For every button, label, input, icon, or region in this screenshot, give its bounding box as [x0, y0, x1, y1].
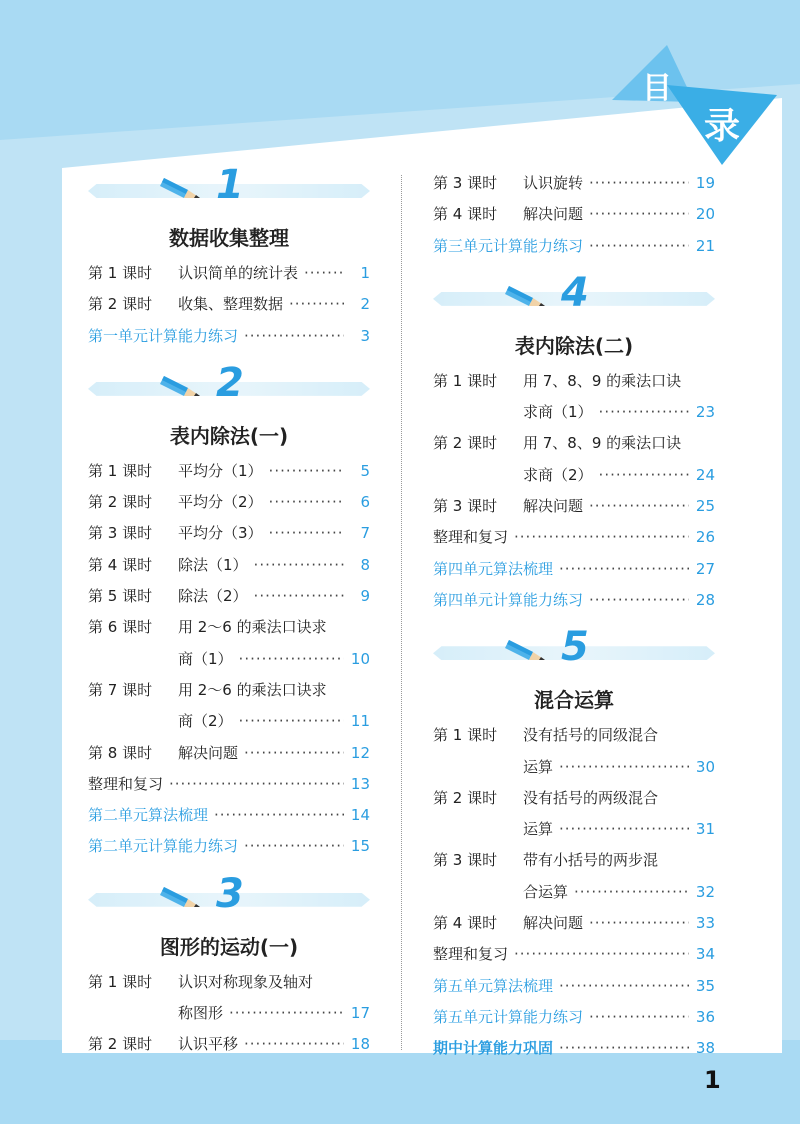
lesson-label: 第 4 课时: [433, 914, 498, 933]
entry-page: 3: [360, 326, 370, 345]
unit-header: [88, 359, 370, 414]
dot-leader: [589, 1002, 689, 1033]
dot-leader: [514, 522, 689, 553]
entry-page: 12: [350, 743, 370, 762]
toc-entry[interactable]: [88, 289, 370, 320]
entry-title: 带有小括号的两步混: [523, 851, 659, 870]
toc-entry[interactable]: [88, 550, 370, 581]
entry-title: 解决问题: [178, 743, 239, 762]
dot-leader: [244, 1029, 344, 1060]
toc-entry[interactable]: [88, 487, 370, 518]
entry-title: 整理和复习: [433, 945, 509, 964]
dot-leader: [589, 585, 689, 616]
toc-entry[interactable]: [433, 168, 715, 199]
entry-title-continued: 运算: [523, 820, 554, 839]
entry-page: 7: [360, 524, 370, 543]
entry-title: 第五单元计算能力练习: [433, 1007, 584, 1026]
toc-entry[interactable]: [433, 199, 715, 230]
lesson-label: 第 7 课时: [88, 680, 153, 699]
toc-entry[interactable]: [433, 231, 715, 262]
entry-title: 除法（2）: [178, 587, 248, 606]
lesson-label: 第 3 课时: [433, 174, 498, 192]
toc-entry-continued: [433, 397, 715, 428]
entry-title: 解决问题: [523, 205, 584, 224]
toc-entry[interactable]: [88, 769, 370, 800]
entry-page: 18: [350, 1035, 370, 1054]
unit-number: 2: [216, 359, 244, 406]
entry-page: 27: [695, 559, 715, 578]
toc-entry[interactable]: [88, 258, 370, 289]
dot-leader: [169, 769, 344, 800]
entry-title: 第一单元计算能力练习: [88, 326, 239, 345]
unit-title: 混合运算: [534, 688, 614, 713]
entry-title: 没有括号的同级混合: [523, 726, 659, 745]
toc-entry[interactable]: [433, 971, 715, 1002]
dot-leader: [254, 550, 344, 581]
pencil-icon: [505, 632, 547, 664]
pencil-icon: [160, 879, 202, 911]
dot-leader: [589, 908, 689, 939]
toc-entry-continued: [433, 814, 715, 845]
unit-title: 表内除法(二): [514, 333, 634, 358]
entry-page: 38: [695, 1039, 715, 1058]
dot-leader: [244, 321, 344, 352]
toc-entry[interactable]: [88, 1029, 370, 1060]
toc-entry[interactable]: [433, 491, 715, 522]
dot-leader: [289, 289, 344, 320]
entry-page: 6: [360, 493, 370, 512]
entry-title-continued: 求商（1）: [523, 403, 593, 422]
toc-entry[interactable]: [433, 522, 715, 553]
dot-leader: [254, 581, 344, 612]
entry-title: 第四单元算法梳理: [433, 559, 554, 578]
entry-title-continued: 称图形: [178, 1004, 224, 1023]
entry-page: 26: [695, 528, 715, 547]
toc-entry[interactable]: [433, 554, 715, 585]
dot-leader: [589, 168, 689, 199]
entry-page: 19: [695, 174, 715, 192]
entry-title-continued: 商（2）: [178, 712, 233, 731]
entry-page: 36: [695, 1007, 715, 1026]
lesson-label: 第 4 课时: [433, 205, 498, 224]
dot-leader: [559, 752, 689, 783]
entry-page: 21: [695, 236, 715, 255]
toc-entry[interactable]: [88, 831, 370, 862]
toc-entry[interactable]: [433, 845, 715, 876]
entry-title: 收集、整理数据: [178, 295, 284, 314]
entry-page: 11: [350, 712, 370, 731]
unit-title: 图形的运动(一): [159, 934, 299, 959]
dot-leader: [269, 487, 344, 518]
dot-leader: [214, 800, 344, 831]
entry-title-continued: 运算: [523, 757, 554, 776]
dot-leader: [599, 460, 689, 491]
mulu-char-2: 录: [704, 106, 741, 147]
entry-page: 8: [360, 555, 370, 574]
unit-title: 数据收集整理: [169, 226, 289, 250]
dot-leader: [574, 877, 689, 908]
lesson-label: 第 4 课时: [88, 555, 153, 574]
dot-leader: [229, 998, 344, 1029]
entry-title: 除法（1）: [178, 555, 248, 574]
dot-leader: [589, 199, 689, 230]
entry-title: 第四单元计算能力练习: [433, 590, 584, 609]
entry-title: 认识简单的统计表: [178, 264, 299, 282]
dot-leader: [559, 971, 689, 1002]
toc-entry[interactable]: [433, 585, 715, 616]
entry-page: 32: [695, 882, 715, 901]
entry-page: 31: [695, 820, 715, 839]
entry-page: 28: [695, 590, 715, 609]
dot-leader: [239, 644, 344, 675]
toc-entry[interactable]: [433, 366, 715, 397]
toc-entry[interactable]: [88, 581, 370, 612]
entry-page: 2: [360, 295, 370, 314]
entry-title: 用 2～6 的乘法口诀求: [178, 680, 327, 699]
lesson-label: 第 2 课时: [433, 434, 498, 453]
entry-title: 第五单元算法梳理: [433, 976, 554, 995]
toc-entry[interactable]: [88, 675, 370, 706]
dot-leader: [244, 738, 344, 769]
entry-title: 用 7、8、9 的乘法口诀: [523, 371, 682, 390]
column-divider: [401, 175, 402, 1050]
toc-entry[interactable]: [88, 612, 370, 643]
toc-entry[interactable]: [88, 967, 370, 998]
entry-title: 认识旋转: [523, 174, 584, 192]
entry-title: 用 7、8、9 的乘法口诀: [523, 434, 682, 453]
toc-right-column: [433, 168, 715, 1065]
toc-entry[interactable]: [88, 738, 370, 769]
mulu-char-1: 目: [642, 71, 672, 106]
unit-header: [88, 162, 370, 216]
entry-page: 30: [695, 757, 715, 776]
entry-title: 认识平移: [178, 1035, 239, 1054]
lesson-label: 第 1 课时: [433, 726, 498, 745]
unit-header: [433, 269, 715, 324]
toc-entry-continued: [433, 752, 715, 783]
dot-leader: [559, 814, 689, 845]
unit-header: [88, 870, 370, 925]
pencil-icon: [160, 170, 202, 202]
lesson-label: 第 2 课时: [88, 1035, 153, 1054]
unit-number: 1: [216, 162, 244, 208]
entry-title-continued: 商（1）: [178, 649, 233, 668]
toc-entry[interactable]: [88, 321, 370, 352]
entry-page: 13: [350, 774, 370, 793]
lesson-label: 第 1 课时: [433, 371, 498, 390]
toc-entry[interactable]: [433, 908, 715, 939]
entry-title-continued: 求商（2）: [523, 465, 593, 484]
entry-page: 35: [695, 976, 715, 995]
dot-leader: [269, 518, 344, 549]
lesson-label: 第 2 课时: [88, 493, 153, 512]
unit-title: 表内除法(一): [169, 423, 289, 448]
entry-page: 1: [360, 264, 370, 282]
entry-title: 整理和复习: [88, 774, 164, 793]
lesson-label: 第 3 课时: [88, 524, 153, 543]
entry-page: 23: [695, 403, 715, 422]
entry-title: 解决问题: [523, 914, 584, 933]
page-number: 1: [704, 1066, 721, 1094]
dot-leader: [244, 831, 344, 862]
entry-title: 第二单元算法梳理: [88, 806, 209, 825]
toc-entry[interactable]: [433, 783, 715, 814]
entry-page: 34: [695, 945, 715, 964]
lesson-label: 第 3 课时: [433, 851, 498, 870]
toc-entry[interactable]: [433, 1033, 715, 1064]
mulu-badge: [612, 40, 782, 170]
toc-left-column: [88, 162, 370, 1061]
dot-leader: [589, 491, 689, 522]
toc-entry[interactable]: [88, 518, 370, 549]
pencil-icon: [160, 368, 202, 400]
toc-entry[interactable]: [433, 720, 715, 751]
dot-leader: [589, 231, 689, 262]
entry-title: 没有括号的两级混合: [523, 788, 659, 807]
lesson-label: 第 1 课时: [88, 264, 153, 282]
lesson-label: 第 5 课时: [88, 587, 153, 606]
unit-number: 5: [561, 624, 589, 671]
lesson-label: 第 8 课时: [88, 743, 153, 762]
entry-page: 15: [350, 837, 370, 856]
toc-entry-continued: [88, 706, 370, 737]
entry-page: 5: [360, 461, 370, 480]
entry-title: 第三单元计算能力练习: [433, 236, 584, 255]
entry-page: 10: [350, 649, 370, 668]
lesson-label: 第 2 课时: [88, 295, 153, 314]
pencil-icon: [505, 278, 547, 310]
unit-number: 4: [561, 269, 589, 316]
toc-entry-continued: [88, 644, 370, 675]
entry-title: 平均分（1）: [178, 461, 263, 480]
dot-leader: [269, 456, 344, 487]
dot-leader: [514, 939, 689, 970]
entry-title: 平均分（3）: [178, 524, 263, 543]
toc-entry-continued: [433, 877, 715, 908]
toc-entry[interactable]: [88, 800, 370, 831]
lesson-label: 第 3 课时: [433, 497, 498, 516]
dot-leader: [304, 258, 344, 289]
lesson-label: 第 6 课时: [88, 618, 153, 637]
entry-page: 25: [695, 497, 715, 516]
entry-title: 用 2～6 的乘法口诀求: [178, 618, 327, 637]
toc-entry-continued: [433, 460, 715, 491]
entry-page: 9: [360, 587, 370, 606]
unit-header: [433, 624, 715, 678]
entry-page: 20: [695, 205, 715, 224]
toc-entry[interactable]: [433, 939, 715, 970]
dot-leader: [559, 554, 689, 585]
toc-entry-continued: [88, 998, 370, 1029]
entry-title: 第二单元计算能力练习: [88, 837, 239, 856]
toc-entry[interactable]: [433, 1002, 715, 1033]
entry-title: 期中计算能力巩固: [433, 1039, 554, 1058]
entry-page: 33: [695, 914, 715, 933]
lesson-label: 第 1 课时: [88, 461, 153, 480]
entry-title: 平均分（2）: [178, 493, 263, 512]
toc-entry[interactable]: [433, 428, 715, 459]
entry-title: 解决问题: [523, 497, 584, 516]
unit-number: 3: [216, 870, 244, 917]
entry-title-continued: 合运算: [523, 882, 569, 901]
lesson-label: 第 1 课时: [88, 972, 153, 991]
toc-entry[interactable]: [88, 456, 370, 487]
dot-leader: [559, 1033, 689, 1064]
entry-page: 24: [695, 465, 715, 484]
dot-leader: [239, 706, 344, 737]
entry-page: 14: [350, 806, 370, 825]
dot-leader: [599, 397, 689, 428]
lesson-label: 第 2 课时: [433, 788, 498, 807]
entry-title: 认识对称现象及轴对: [178, 972, 314, 991]
entry-title: 整理和复习: [433, 528, 509, 547]
entry-page: 17: [350, 1004, 370, 1023]
